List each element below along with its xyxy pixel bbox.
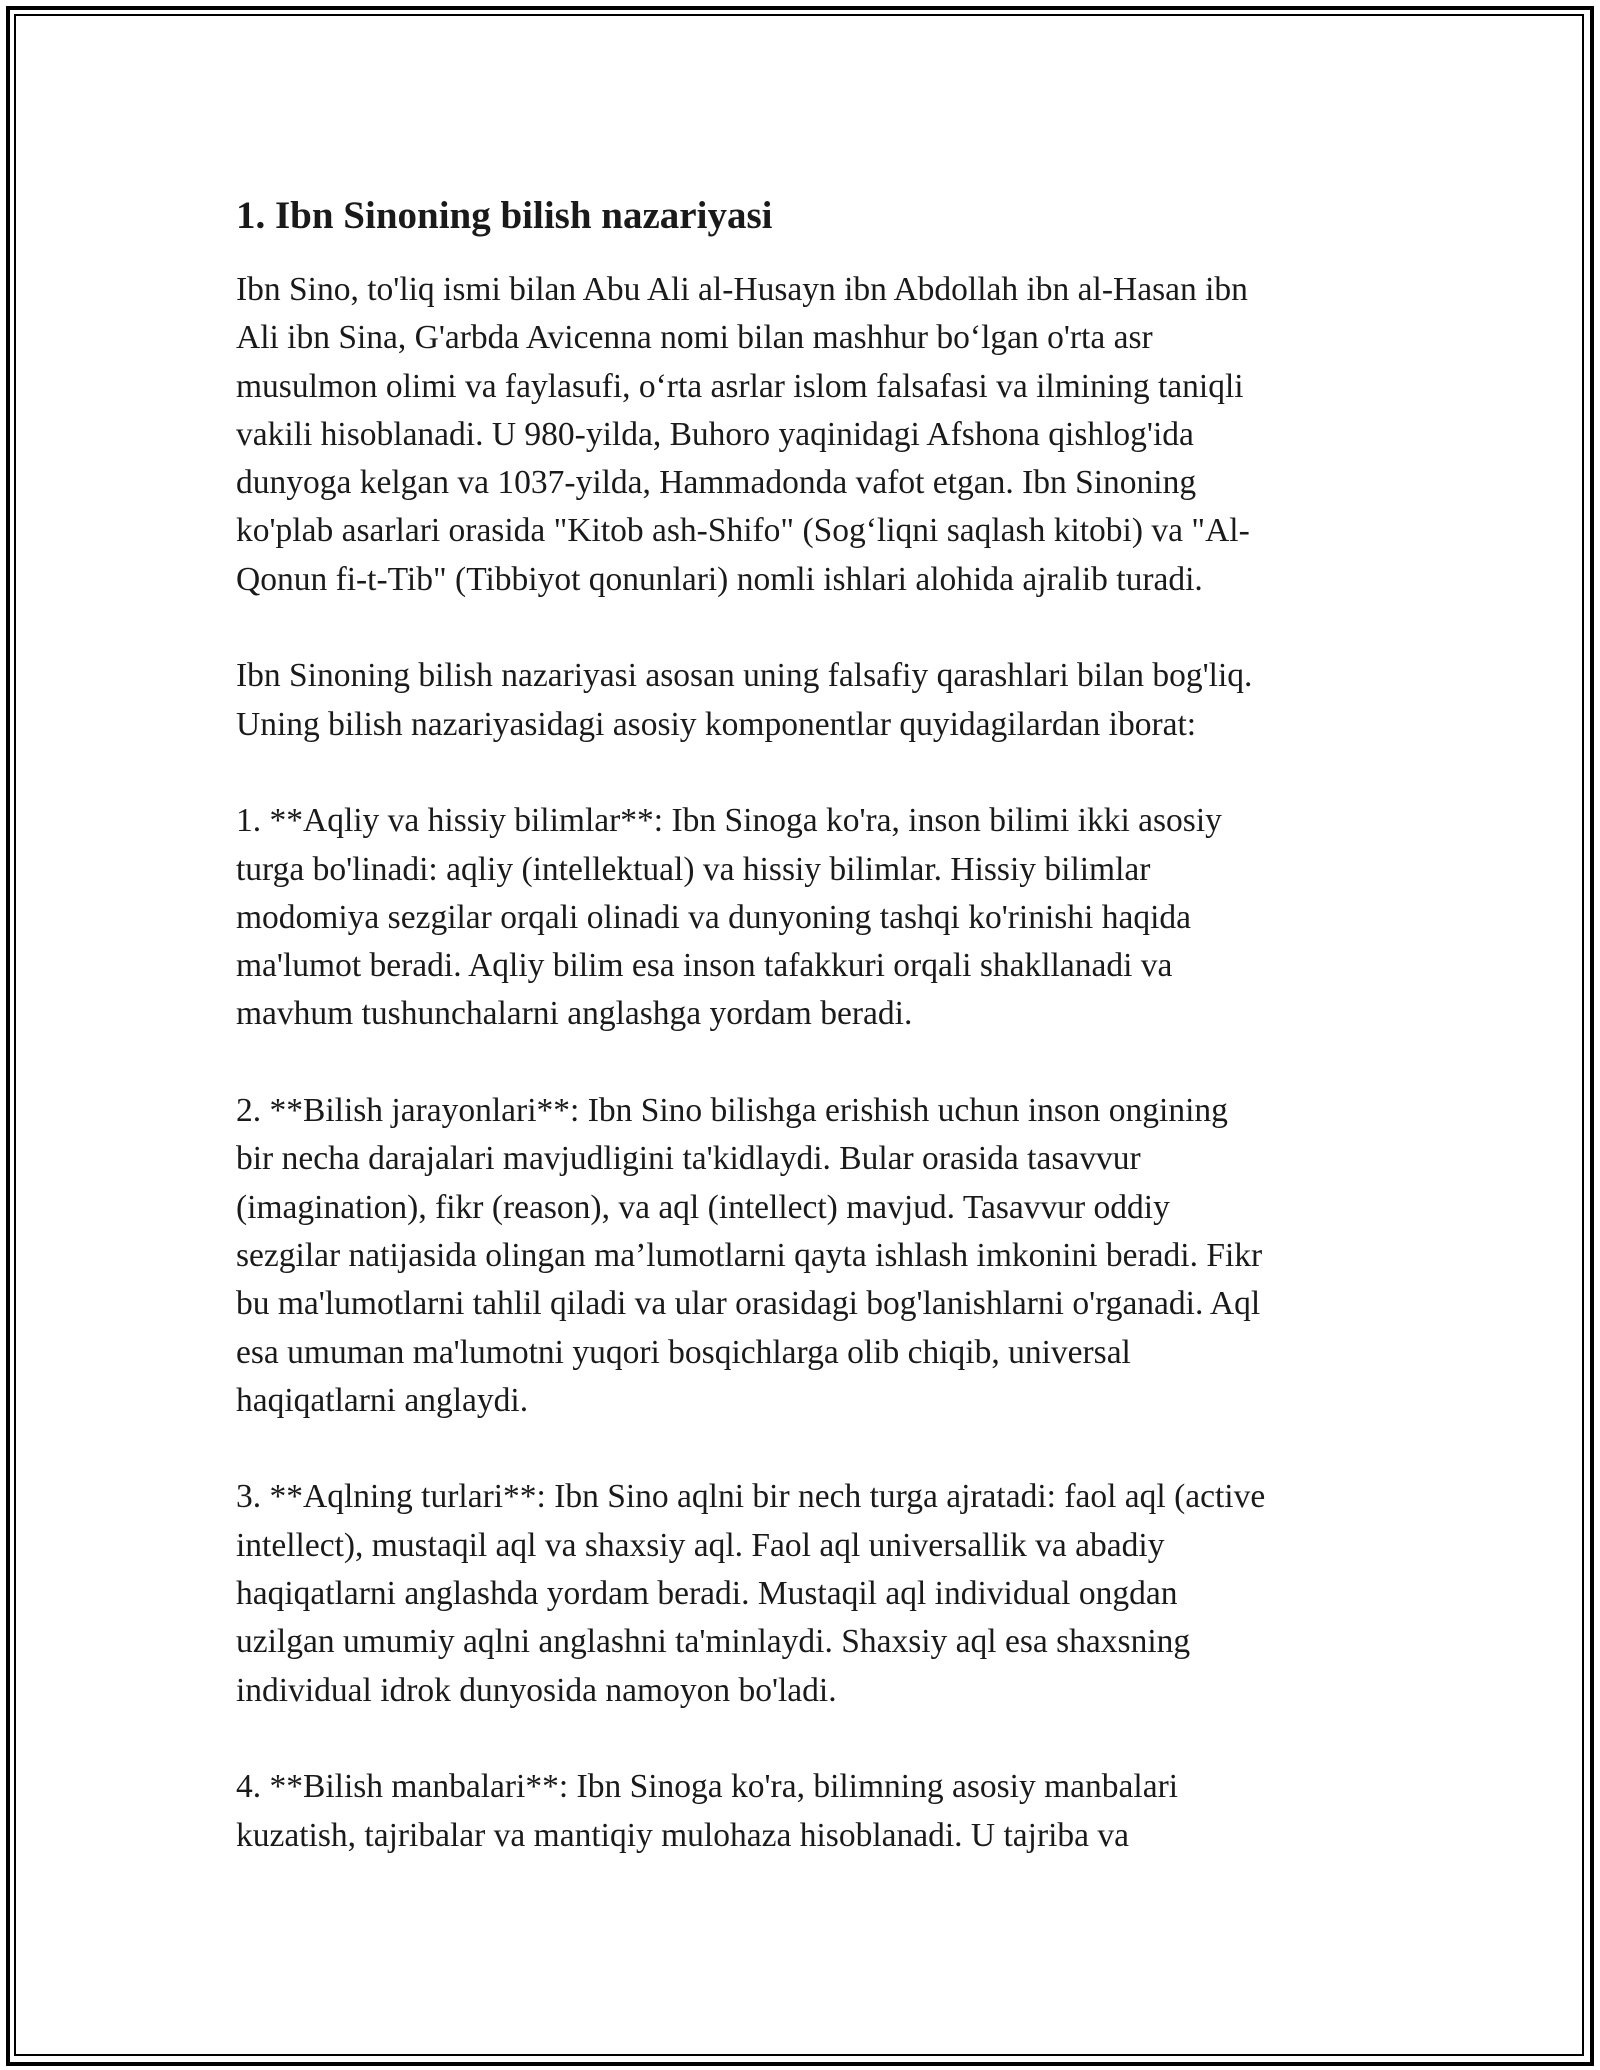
document-body — [236, 180, 1386, 1908]
section-heading: 1. Ibn Sinoning bilish nazariyasi — [236, 194, 773, 237]
paragraph-item-3: 3. **Aqlning turlari**: Ibn Sino aqlni bir nech turga ajratadi: faol aql (active intellect), mustaqil aql va shaxsiy aql. Faol aql universallik va abadiy haqiqatlarni anglashda yordam beradi. Mustaqil aql individual ongdan uzilgan umumiy aqlni anglashni ta'minlaydi. Shaxsiy aql esa shaxsning individual idrok dunyosida namoyon bo'ladi. — [236, 1478, 1266, 1709]
paragraph-item-4: 4. **Bilish manbalari**: Ibn Sinoga ko'ra, bilimning asosiy manbalari kuzatish, tajribalar va mantiqiy mulohaza hisoblanadi. U tajriba va — [236, 1768, 1179, 1854]
paragraph-intro: Ibn Sino, to'liq ismi bilan Abu Ali al-Husayn ibn Abdollah ibn al-Hasan ibn Ali ibn Sina, G'arbda Avicenna nomi bilan mashhur bo‘lgan o'rta asr musulmon olimi va faylasufi, o‘rta asrlar islom falsafasi va ilmining taniqli vakili hisoblanadi. U 980-yilda, Buhoro yaqinidagi Afshona qishlog'ida dunyoga kelgan va 1037-yilda, Hammadonda vafot etgan. Ibn Sinoning ko'plab asarlari orasida "Kitob ash-Shifo" (Sog‘liqni saqlash kitobi) va "Al- Qonun fi-t-Tib" (Tibbiyot qonunlari) nomli ishlari alohida ajralib turadi. — [236, 271, 1250, 598]
paragraph-item-2: 2. **Bilish jarayonlari**: Ibn Sino bilishga erishish uchun inson ongining bir necha darajalari mavjudligini ta'kidlaydi. Bular orasida tasavvur (imagination), fikr (reason), va aql (intellect) mavjud. Tasavvur oddiy sezgilar natijasida olingan ma’lumotlarni qayta ishlash imkonini beradi. Fikr bu ma'lumotlarni tahlil qiladi va ular orasidagi bog'lanishlarni o'rganadi. Aql esa umuman ma'lumotni yuqori bosqichlarga olib chiqib, universal haqiqatlarni anglaydi. — [236, 1092, 1263, 1419]
paragraph-theory-overview: Ibn Sinoning bilish nazariyasi asosan uning falsafiy qarashlari bilan bog'liq. Uning bilish nazariyasidagi asosiy komponentlar quyidagilardan iborat: — [236, 657, 1253, 743]
paragraph-item-1: 1. **Aqliy va hissiy bilimlar**: Ibn Sinoga ko'ra, inson bilimi ikki asosiy turga bo'linadi: aqliy (intellektual) va hissiy bilimlar. Hissiy bilimlar modomiya sezgilar orqali olinadi va dunyoning tashqi ko'rinishi haqida ma'lumot beradi. Aqliy bilim esa inson tafakkuri orqali shakllanadi va mavhum tushunchalarni anglashga yordam beradi. — [236, 802, 1222, 1033]
